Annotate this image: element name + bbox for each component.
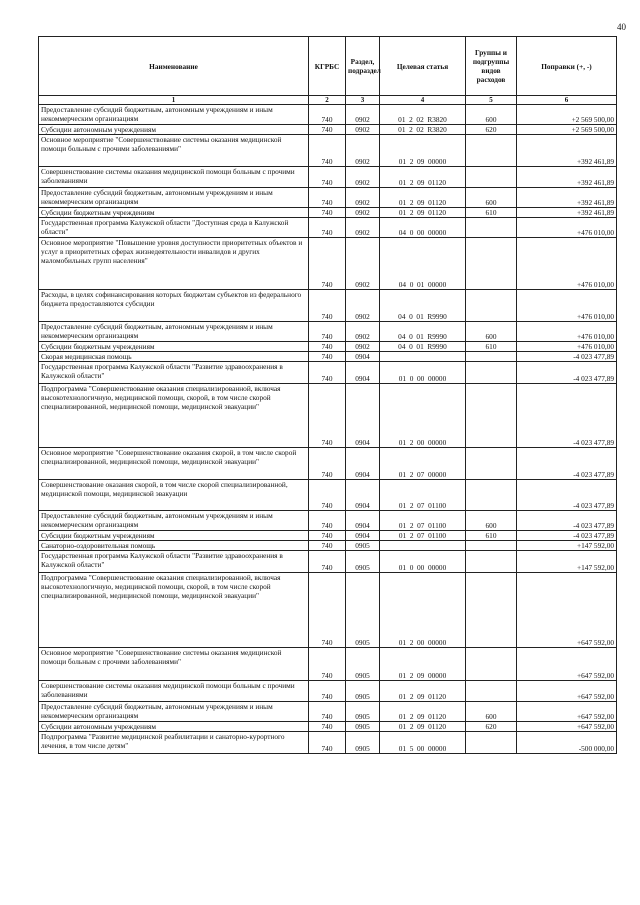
row-group — [466, 732, 517, 754]
row-kgrbs: 740 — [309, 208, 346, 218]
row-section: 0904 — [346, 511, 380, 531]
table-row — [39, 384, 617, 448]
row-group — [466, 681, 517, 702]
row-article: 04 0 01 R9990 — [380, 342, 466, 352]
amendments-table — [38, 36, 617, 754]
row-section: 0905 — [346, 702, 380, 722]
row-section: 0904 — [346, 531, 380, 541]
table-row — [39, 480, 617, 511]
row-amount: -4 023 477,89 — [517, 531, 617, 541]
table-row — [39, 702, 617, 722]
row-group — [466, 541, 517, 551]
row-kgrbs: 740 — [309, 702, 346, 722]
row-name: Подпрограмма "Совершенствование оказания специализированной, включая высокотехнологичную, медицинской помощи, скорой, в том числе скорой специализированной, медицинской помощи, медицинской эвакуации" — [39, 384, 309, 448]
row-article: 04 0 00 00000 — [380, 218, 466, 238]
header-kgrbs: КГРБС — [309, 37, 346, 96]
table-row — [39, 135, 617, 167]
table-row — [39, 105, 617, 125]
row-section: 0902 — [346, 238, 380, 290]
table-row — [39, 125, 617, 135]
table-row — [39, 531, 617, 541]
table-row — [39, 208, 617, 218]
row-name: Совершенствование оказания скорой, в том числе скорой специализированной, медицинской помощи, медицинской эвакуации — [39, 480, 309, 511]
row-section: 0904 — [346, 448, 380, 480]
row-section: 0904 — [346, 362, 380, 384]
row-article: 01 0 00 00000 — [380, 551, 466, 573]
row-group — [466, 384, 517, 448]
row-article: 01 2 09 01120 — [380, 681, 466, 702]
table-row — [39, 681, 617, 702]
row-group — [466, 290, 517, 322]
row-amount: -500 000,00 — [517, 732, 617, 754]
row-kgrbs: 740 — [309, 135, 346, 167]
row-article: 01 0 00 00000 — [380, 362, 466, 384]
row-amount: +476 010,00 — [517, 290, 617, 322]
row-article: 01 5 00 00000 — [380, 732, 466, 754]
row-kgrbs: 740 — [309, 352, 346, 362]
table-row — [39, 342, 617, 352]
row-group — [466, 135, 517, 167]
row-amount: -4 023 477,89 — [517, 511, 617, 531]
row-group — [466, 167, 517, 188]
row-section: 0905 — [346, 573, 380, 648]
table-row — [39, 732, 617, 754]
row-section: 0902 — [346, 135, 380, 167]
row-name: Субсидии автономным учреждениям — [39, 722, 309, 732]
row-article: 01 2 02 R3820 — [380, 125, 466, 135]
row-name: Предоставление субсидий бюджетным, автономным учреждениям и иным некоммерческим организациям — [39, 702, 309, 722]
table-header-row — [39, 37, 617, 96]
row-group: 600 — [466, 188, 517, 208]
row-kgrbs: 740 — [309, 362, 346, 384]
row-article: 01 2 09 01120 — [380, 167, 466, 188]
row-group — [466, 238, 517, 290]
row-name: Совершенствование системы оказания медицинской помощи больным с прочими заболеваниями — [39, 681, 309, 702]
header-article: Целевая статья — [380, 37, 466, 96]
row-amount: +147 592,00 — [517, 551, 617, 573]
row-name: Предоставление субсидий бюджетным, автономным учреждениям и иным некоммерческим организациям — [39, 322, 309, 342]
row-name: Предоставление субсидий бюджетным, автономным учреждениям и иным некоммерческим организациям — [39, 511, 309, 531]
row-kgrbs: 740 — [309, 732, 346, 754]
row-name: Подпрограмма "Совершенствование оказания специализированной, включая высокотехнологичную, медицинской помощи, скорой, в том числе скорой специализированной, медицинской помощи, медицинской эвакуации" — [39, 573, 309, 648]
row-group: 620 — [466, 722, 517, 732]
row-article: 01 2 02 R3820 — [380, 105, 466, 125]
row-amount: +647 592,00 — [517, 681, 617, 702]
row-article: 01 2 09 00000 — [380, 135, 466, 167]
row-article: 01 2 09 01120 — [380, 722, 466, 732]
row-article: 01 2 09 01120 — [380, 188, 466, 208]
row-name: Субсидии автономным учреждениям — [39, 125, 309, 135]
row-amount: -4 023 477,89 — [517, 362, 617, 384]
table-row — [39, 362, 617, 384]
row-section: 0905 — [346, 681, 380, 702]
row-article — [380, 352, 466, 362]
row-kgrbs: 740 — [309, 238, 346, 290]
row-kgrbs: 740 — [309, 105, 346, 125]
col-number: 4 — [380, 96, 466, 105]
row-section: 0905 — [346, 732, 380, 754]
header-section: Раздел, подраздел — [346, 37, 380, 96]
table-row — [39, 511, 617, 531]
row-group — [466, 218, 517, 238]
row-article: 04 0 01 00000 — [380, 238, 466, 290]
row-name: Скорая медицинская помощь — [39, 352, 309, 362]
row-amount: +647 592,00 — [517, 648, 617, 681]
row-name: Основное мероприятие "Совершенствование оказания скорой, в том числе скорой специализированной, медицинской помощи, медицинской эвакуации" — [39, 448, 309, 480]
row-section: 0902 — [346, 208, 380, 218]
table-row — [39, 352, 617, 362]
row-section: 0902 — [346, 322, 380, 342]
row-group — [466, 648, 517, 681]
row-section: 0905 — [346, 551, 380, 573]
row-name: Государственная программа Калужской области "Развитие здравоохранения в Калужской области" — [39, 362, 309, 384]
table-row — [39, 218, 617, 238]
column-number-row — [39, 96, 617, 105]
row-group — [466, 362, 517, 384]
row-kgrbs: 740 — [309, 125, 346, 135]
col-number: 1 — [39, 96, 309, 105]
table-row — [39, 188, 617, 208]
row-section: 0905 — [346, 722, 380, 732]
row-group: 600 — [466, 511, 517, 531]
row-name: Расходы, в целях софинансирования которых бюджетам субъектов из федерального бюджета предоставляются субсидии — [39, 290, 309, 322]
row-kgrbs: 740 — [309, 551, 346, 573]
row-article: 01 2 07 01100 — [380, 511, 466, 531]
col-number: 3 — [346, 96, 380, 105]
row-kgrbs: 740 — [309, 681, 346, 702]
row-section: 0902 — [346, 105, 380, 125]
row-name: Государственная программа Калужской области "Развитие здравоохранения в Калужской области" — [39, 551, 309, 573]
row-kgrbs: 740 — [309, 218, 346, 238]
row-amount: +392 461,89 — [517, 167, 617, 188]
row-section: 0902 — [346, 188, 380, 208]
row-amount: +147 592,00 — [517, 541, 617, 551]
row-article: 01 2 07 00000 — [380, 448, 466, 480]
row-kgrbs: 740 — [309, 722, 346, 732]
row-name: Санаторно-оздоровительная помощь — [39, 541, 309, 551]
col-number: 6 — [517, 96, 617, 105]
row-group: 600 — [466, 105, 517, 125]
row-section: 0902 — [346, 125, 380, 135]
row-amount: +647 592,00 — [517, 573, 617, 648]
table-row — [39, 551, 617, 573]
row-name: Субсидии бюджетным учреждениям — [39, 208, 309, 218]
table-row — [39, 167, 617, 188]
row-article: 01 2 00 00000 — [380, 573, 466, 648]
row-section: 0902 — [346, 342, 380, 352]
table-row — [39, 648, 617, 681]
col-number: 5 — [466, 96, 517, 105]
row-name: Предоставление субсидий бюджетным, автономным учреждениям и иным некоммерческим организациям — [39, 105, 309, 125]
row-group: 610 — [466, 208, 517, 218]
table-row — [39, 290, 617, 322]
row-section: 0904 — [346, 352, 380, 362]
header-group: Группы и подгруппы видов расходов — [466, 37, 517, 96]
row-article: 01 2 07 01100 — [380, 480, 466, 511]
page-number: 40 — [617, 22, 626, 32]
row-name: Основное мероприятие "Повышение уровня доступности приоритетных объектов и услуг в приоритетных сферах жизнедеятельности инвалидов и других маломобильных групп населения" — [39, 238, 309, 290]
header-amend: Поправки (+, -) — [517, 37, 617, 96]
row-name: Субсидии бюджетным учреждениям — [39, 531, 309, 541]
table-row — [39, 722, 617, 732]
row-group: 600 — [466, 322, 517, 342]
row-amount: +392 461,89 — [517, 208, 617, 218]
row-kgrbs: 740 — [309, 188, 346, 208]
row-kgrbs: 740 — [309, 541, 346, 551]
row-section: 0902 — [346, 218, 380, 238]
row-amount: +476 010,00 — [517, 218, 617, 238]
row-article: 04 0 01 R9990 — [380, 290, 466, 322]
row-kgrbs: 740 — [309, 648, 346, 681]
row-group: 610 — [466, 531, 517, 541]
row-amount: +647 592,00 — [517, 722, 617, 732]
row-name: Основное мероприятие "Совершенствование системы оказания медицинской помощи больным с прочими заболеваниями" — [39, 135, 309, 167]
row-group — [466, 551, 517, 573]
table-row — [39, 541, 617, 551]
table-row — [39, 322, 617, 342]
row-name: Предоставление субсидий бюджетным, автономным учреждениям и иным некоммерческим организациям — [39, 188, 309, 208]
row-amount: +2 569 500,00 — [517, 105, 617, 125]
row-section: 0904 — [346, 480, 380, 511]
row-kgrbs: 740 — [309, 342, 346, 352]
row-amount: +392 461,89 — [517, 188, 617, 208]
row-name: Государственная программа Калужской области "Доступная среда в Калужской области" — [39, 218, 309, 238]
row-kgrbs: 740 — [309, 448, 346, 480]
row-article: 01 2 07 01100 — [380, 531, 466, 541]
row-amount: -4 023 477,89 — [517, 384, 617, 448]
row-article: 01 2 09 01120 — [380, 702, 466, 722]
row-group: 610 — [466, 342, 517, 352]
table-body — [39, 105, 617, 754]
col-number: 2 — [309, 96, 346, 105]
row-kgrbs: 740 — [309, 480, 346, 511]
row-section: 0905 — [346, 541, 380, 551]
row-group — [466, 480, 517, 511]
header-name: Наименование — [39, 37, 309, 96]
row-kgrbs: 740 — [309, 531, 346, 541]
row-kgrbs: 740 — [309, 511, 346, 531]
row-group: 600 — [466, 702, 517, 722]
row-article: 01 2 09 00000 — [380, 648, 466, 681]
row-kgrbs: 740 — [309, 384, 346, 448]
row-article: 01 2 09 01120 — [380, 208, 466, 218]
table-row — [39, 573, 617, 648]
row-name: Подпрограмма "Развитие медицинской реабилитации и санаторно-курортного лечения, в том числе детям" — [39, 732, 309, 754]
row-amount: +476 010,00 — [517, 342, 617, 352]
row-amount: +392 461,89 — [517, 135, 617, 167]
row-section: 0902 — [346, 290, 380, 322]
row-amount: -4 023 477,89 — [517, 448, 617, 480]
row-group — [466, 573, 517, 648]
row-amount: -4 023 477,89 — [517, 480, 617, 511]
row-article — [380, 541, 466, 551]
row-kgrbs: 740 — [309, 290, 346, 322]
row-group — [466, 448, 517, 480]
row-article: 04 0 01 R9990 — [380, 322, 466, 342]
row-section: 0904 — [346, 384, 380, 448]
row-article: 01 2 00 00000 — [380, 384, 466, 448]
row-group — [466, 352, 517, 362]
row-amount: +2 569 500,00 — [517, 125, 617, 135]
row-name: Субсидии бюджетным учреждениям — [39, 342, 309, 352]
row-amount: -4 023 477,89 — [517, 352, 617, 362]
row-section: 0905 — [346, 648, 380, 681]
table-row — [39, 448, 617, 480]
row-kgrbs: 740 — [309, 322, 346, 342]
row-name: Совершенствование системы оказания медицинской помощи больным с прочими заболеваниями — [39, 167, 309, 188]
row-amount: +476 010,00 — [517, 238, 617, 290]
row-amount: +476 010,00 — [517, 322, 617, 342]
row-kgrbs: 740 — [309, 167, 346, 188]
table-row — [39, 238, 617, 290]
row-group: 620 — [466, 125, 517, 135]
row-name: Основное мероприятие "Совершенствование системы оказания медицинской помощи больным с прочими заболеваниями" — [39, 648, 309, 681]
row-amount: +647 592,00 — [517, 702, 617, 722]
row-section: 0902 — [346, 167, 380, 188]
row-kgrbs: 740 — [309, 573, 346, 648]
